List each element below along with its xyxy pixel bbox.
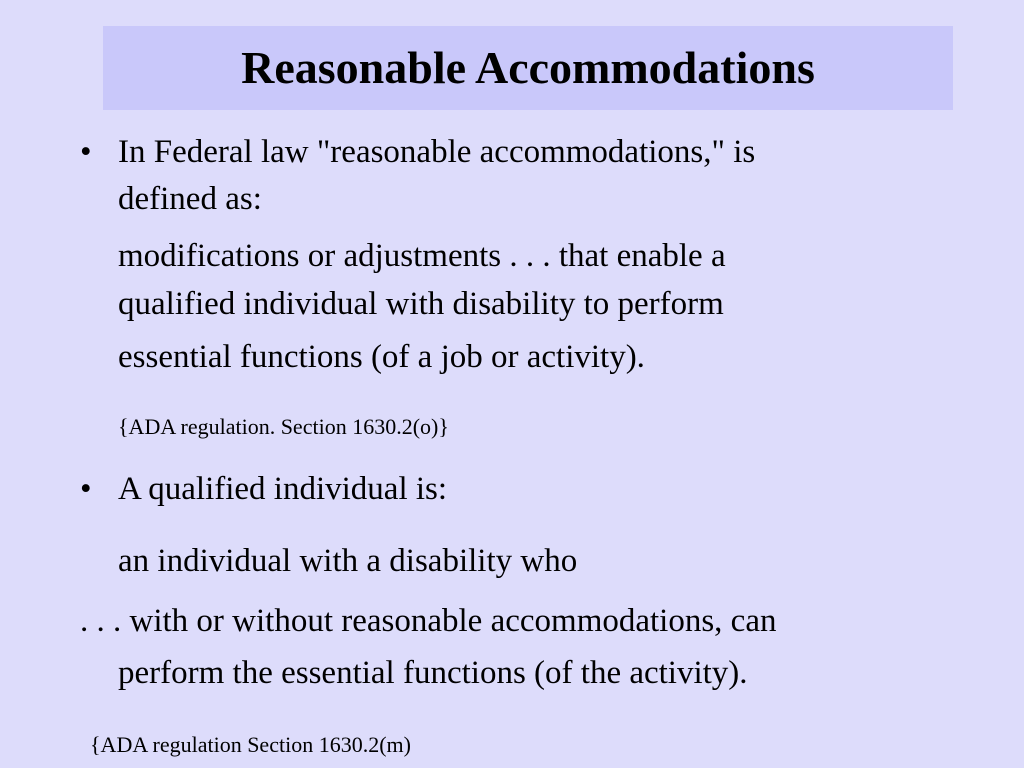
section1-intro-line2: defined as: (118, 181, 262, 217)
title-box (103, 26, 953, 110)
section2-def-line2: . . . with or without reasonable accommodations, can (80, 603, 777, 639)
section2-intro-line1: A qualified individual is: (118, 471, 448, 507)
section2-def-line1: an individual with a disability who (118, 543, 578, 579)
section1-def-line1: modifications or adjustments . . . that enable a (118, 238, 726, 274)
section1-def-line3: essential functions (of a job or activity). (118, 339, 645, 375)
section1-def-line2: qualified individual with disability to perform (118, 286, 724, 322)
bullet-2: • (80, 471, 92, 507)
section1-intro-line1: In Federal law "reasonable accommodations," is (118, 134, 756, 170)
slide-title: Reasonable Accommodations (241, 42, 815, 93)
section1-citation: {ADA regulation. Section 1630.2(o)} (118, 414, 449, 439)
bullet-1: • (80, 134, 92, 170)
section2-def-line3: perform the essential functions (of the activity). (118, 655, 748, 691)
section2-citation: {ADA regulation Section 1630.2(m) (90, 732, 411, 757)
